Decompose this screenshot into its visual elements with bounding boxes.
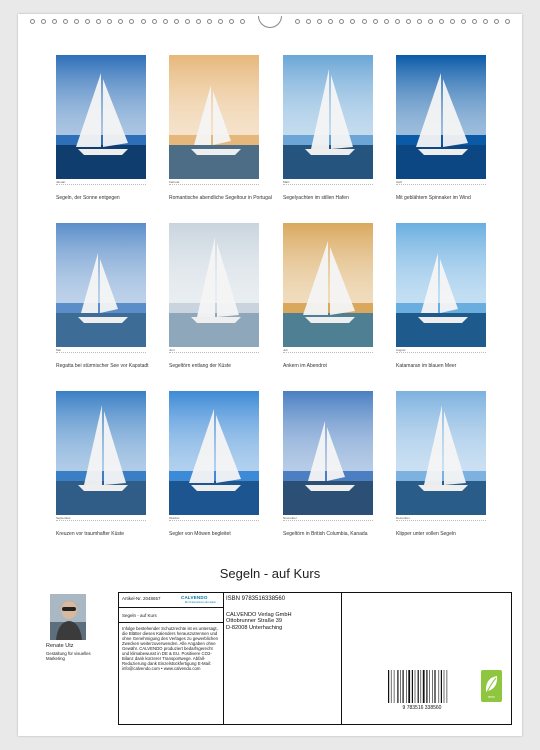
binding-ring xyxy=(141,19,146,24)
binding-ring xyxy=(85,19,90,24)
month-caption: Mit geblähtem Spinnaker im Wind xyxy=(396,195,471,201)
author-photo xyxy=(50,594,86,640)
binding-ring xyxy=(196,19,201,24)
mini-calendar-days xyxy=(56,184,146,188)
author-name: Renate Utz xyxy=(46,643,74,649)
barcode-bar xyxy=(388,670,389,703)
publisher-address: CALVENDO Verlag GmbH Ottobrunner Straße 39 D-82008 Unterhaching xyxy=(226,612,292,631)
binding-ring xyxy=(373,19,378,24)
info-column-barcode xyxy=(341,593,511,724)
binding-ring xyxy=(339,19,344,24)
binding-ring xyxy=(41,19,46,24)
binding-ring xyxy=(129,19,134,24)
binding-ring xyxy=(174,19,179,24)
barcode-bar xyxy=(441,670,442,703)
mini-calendar-days xyxy=(396,184,486,188)
article-number: Artikel-Nr. 2048657 xyxy=(122,596,161,601)
binding-ring xyxy=(439,19,444,24)
barcode-bar xyxy=(397,670,398,703)
binding-ring xyxy=(52,19,57,24)
mini-calendar-days xyxy=(56,520,146,524)
month-photo xyxy=(283,223,373,347)
barcode-number: 9 783516 338560 xyxy=(402,705,442,710)
barcode-bar xyxy=(391,670,392,703)
month-photo xyxy=(56,223,146,347)
mini-calendar xyxy=(396,348,486,358)
month-caption: Klipper unter vollen Segeln xyxy=(396,531,456,537)
binding-ring xyxy=(229,19,234,24)
binding-ring xyxy=(483,19,488,24)
month-name: Juni xyxy=(169,348,175,352)
month-name: Januar xyxy=(56,180,66,184)
month-name: November xyxy=(283,516,297,520)
barcode-bar xyxy=(408,670,410,703)
month-caption: Ankern im Abendrot xyxy=(283,363,327,369)
info-box xyxy=(118,592,512,725)
mini-calendar-days xyxy=(283,352,373,356)
binding-ring xyxy=(152,19,157,24)
binding-ring xyxy=(96,19,101,24)
month-name: Oktober xyxy=(169,516,180,520)
barcode xyxy=(385,668,459,710)
month-photo xyxy=(169,223,259,347)
divider xyxy=(119,622,223,623)
month-photo xyxy=(56,391,146,515)
mini-calendar-days xyxy=(169,184,259,188)
barcode-bar xyxy=(394,670,395,703)
mini-calendar xyxy=(169,516,259,526)
month-name: April xyxy=(396,180,403,184)
binding-ring xyxy=(384,19,389,24)
barcode-bar xyxy=(426,670,427,703)
mini-calendar xyxy=(396,516,486,526)
mini-calendar-days xyxy=(396,352,486,356)
month-photo xyxy=(396,223,486,347)
barcode-bar xyxy=(418,670,419,703)
mini-calendar xyxy=(283,348,373,358)
barcode-bar xyxy=(423,670,425,703)
month-name: Juli xyxy=(283,348,288,352)
month-photo xyxy=(396,55,486,179)
binding-ring xyxy=(240,19,245,24)
month-name: März xyxy=(283,180,290,184)
calendar-back-page xyxy=(18,14,522,736)
binding-ring xyxy=(417,19,422,24)
barcode-bar xyxy=(432,670,433,703)
mini-calendar xyxy=(56,180,146,190)
month-caption: Segelyachten im stillen Hafen xyxy=(283,195,349,201)
binding-ring xyxy=(207,19,212,24)
barcode-bar xyxy=(400,670,401,703)
author-description: Gestaltung für visuelles Marketing xyxy=(46,651,91,661)
binding-ring xyxy=(450,19,455,24)
month-caption: Romantische abendliche Segeltour in Portugal xyxy=(169,195,272,201)
month-caption: Segeln, der Sonne entgegen xyxy=(56,195,120,201)
binding-ring xyxy=(30,19,35,24)
binding-ring xyxy=(362,19,367,24)
binding-ring xyxy=(185,19,190,24)
info-column-article xyxy=(119,593,224,724)
calendar-title: Segeln - auf Kurs xyxy=(219,566,321,581)
binding-ring xyxy=(163,19,168,24)
info-column-publisher xyxy=(223,593,342,724)
barcode-bar xyxy=(415,670,416,703)
month-name: Mai xyxy=(56,348,61,352)
month-caption: Segeltörn entlang der Küste xyxy=(169,363,231,369)
barcode-bar xyxy=(439,670,440,703)
barcode-bar xyxy=(444,670,445,703)
barcode-bar xyxy=(421,670,422,703)
month-photo xyxy=(283,391,373,515)
binding-ring xyxy=(306,19,311,24)
barcode-bar xyxy=(429,670,430,703)
binding-ring xyxy=(428,19,433,24)
binding-ring xyxy=(317,19,322,24)
month-name: August xyxy=(396,348,406,352)
barcode-bar xyxy=(447,670,448,703)
month-caption: Segeltörn in British Columbia, Kanada xyxy=(283,531,368,537)
binding-ring xyxy=(295,19,300,24)
divider xyxy=(119,607,223,608)
binding-rings xyxy=(18,16,522,28)
mini-calendar xyxy=(169,180,259,190)
barcode-bar xyxy=(406,670,407,703)
eco-badge: eco xyxy=(481,670,502,702)
month-photo xyxy=(169,391,259,515)
binding-ring xyxy=(494,19,499,24)
mini-calendar-days xyxy=(396,520,486,524)
binding-ring xyxy=(118,19,123,24)
legal-text: Infolge bestehender Schutzrechte ist es untersagt, die Blätter dieses Kalenders herauszutrennen und ohne Genehmigung des Verlages zu gewerblichen Zwecken weiterzuverwenden. Alle Angaben ohne Gewähr. CALVENDO produziert bedarfsgerecht und klimabewusst in DE & EU. Positivere CO2-Bilanz dank kürzerer Transportwege. Abfall-Reduzierung dank Einzelstückfertigung E-Mail: info@calvendo.com • www.calvendo.com xyxy=(122,626,219,671)
hanger-hook xyxy=(258,16,282,28)
mini-calendar xyxy=(396,180,486,190)
barcode-bar xyxy=(403,670,404,703)
month-name: Dezember xyxy=(396,516,410,520)
product-name: Segeln - auf Kurs xyxy=(122,613,157,618)
month-caption: Regatta bei stürmischer See vor Kapstadt xyxy=(56,363,149,369)
month-photo xyxy=(56,55,146,179)
mini-calendar-days xyxy=(283,184,373,188)
binding-ring xyxy=(218,19,223,24)
mini-calendar xyxy=(283,516,373,526)
mini-calendar xyxy=(56,516,146,526)
binding-ring xyxy=(74,19,79,24)
mini-calendar xyxy=(169,348,259,358)
mini-calendar-days xyxy=(56,352,146,356)
binding-ring xyxy=(472,19,477,24)
mini-calendar-days xyxy=(169,520,259,524)
mini-calendar-days xyxy=(283,520,373,524)
binding-ring xyxy=(505,19,510,24)
mini-calendar xyxy=(56,348,146,358)
binding-ring xyxy=(461,19,466,24)
binding-ring xyxy=(395,19,400,24)
month-caption: Katamaran im blauen Meer xyxy=(396,363,457,369)
barcode-bar xyxy=(434,670,435,703)
binding-ring xyxy=(350,19,355,24)
month-name: September xyxy=(56,516,71,520)
month-photo xyxy=(396,391,486,515)
month-name: Februar xyxy=(169,180,180,184)
binding-ring xyxy=(406,19,411,24)
binding-ring xyxy=(63,19,68,24)
month-caption: Kreuzen vor traumhafter Küste xyxy=(56,531,125,537)
binding-ring xyxy=(107,19,112,24)
barcode-bar xyxy=(412,670,413,703)
binding-ring xyxy=(328,19,333,24)
month-photo xyxy=(283,55,373,179)
calvendo-logo: CALVENDO Ein Unternehmen der Apple xyxy=(181,595,216,604)
month-caption: Segler von Möwen begleitet xyxy=(169,531,231,537)
isbn: ISBN 9783516338560 xyxy=(226,596,286,602)
mini-calendar xyxy=(283,180,373,190)
month-photo xyxy=(169,55,259,179)
mini-calendar-days xyxy=(169,352,259,356)
